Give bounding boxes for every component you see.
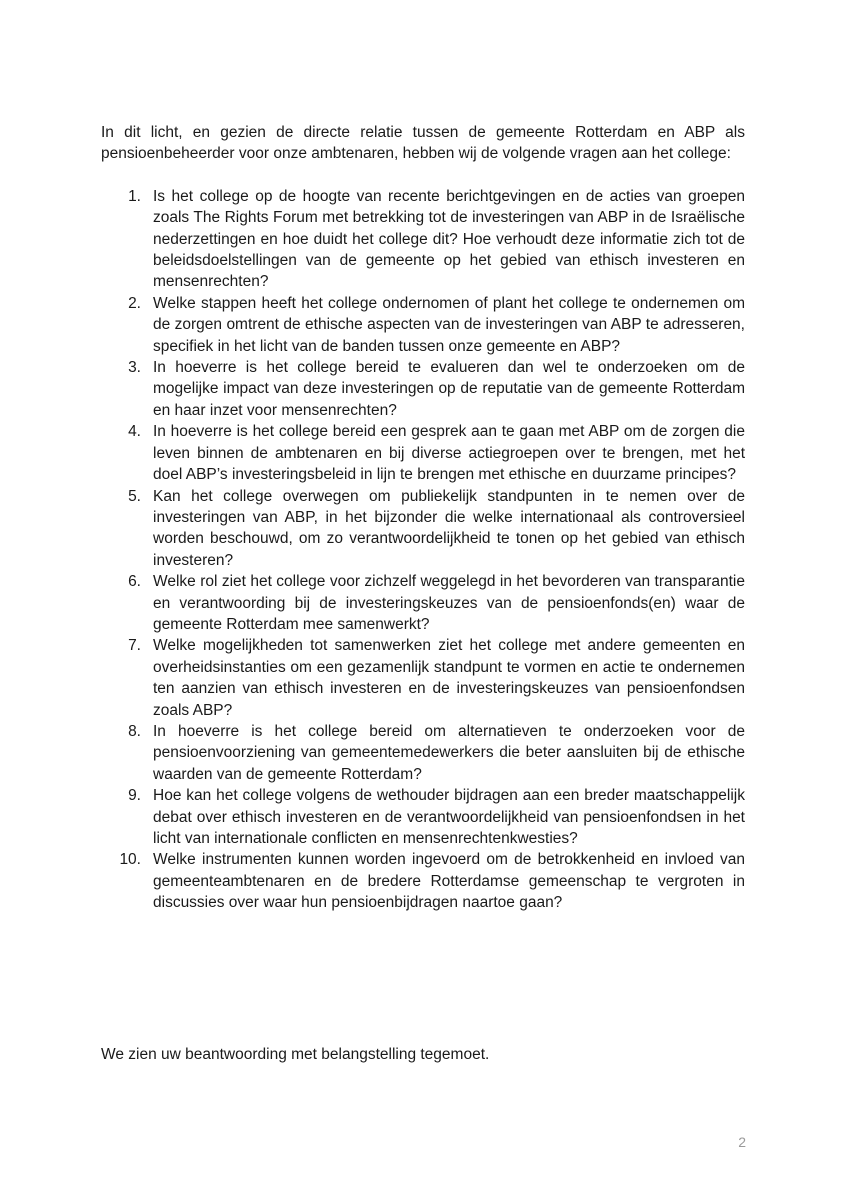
item-number: 8. [128,722,141,740]
item-text: In hoeverre is het college bereid te evalueren dan wel te onderzoeken om de mogelijke impact van deze investeringen op de reputatie van de gemeente Rotterdam en haar inzet voor mensenrechten? [153,359,745,419]
list-item [101,486,745,572]
list-item [101,721,745,785]
item-number: 2. [128,294,141,312]
list-item [101,849,745,913]
item-number: 7. [128,637,141,655]
item-text: Welke stappen heeft het college ondernomen of plant het college te ondernemen om de zorgen omtrent de ethische aspecten van de investeringen van ABP te adresseren, specifiek in het licht van de banden tussen onze gemeente en ABP? [153,294,745,355]
item-number: 3. [128,359,141,377]
closing-sentence: We zien uw beantwoording met belangstelling tegemoet. [101,1046,490,1063]
list-item [101,785,745,849]
document-body [101,122,745,914]
item-number: 1. [128,187,141,205]
item-text: Welke mogelijkheden tot samenwerken ziet het college met andere gemeenten en overheidsinstanties om een gezamenlijk standpunt te vormen en actie te ondernemen ten aanzien van ethisch investeren en de investeringskeuzes van pensioenfondsen zoals ABP? [153,637,745,719]
item-number: 6. [128,573,141,591]
item-number: 10. [119,851,141,869]
page-number: 2 [738,1134,746,1150]
list-item [101,186,745,293]
list-item [101,293,745,357]
list-item [101,357,745,421]
item-text: Welke rol ziet het college voor zichzelf weggelegd in het bevorderen van transparantie en verantwoording bij de investeringskeuzes van de pensioenfonds(en) waar de gemeente Rotterdam mee samenwerkt? [153,573,745,633]
item-text: Kan het college overwegen om publiekelijk standpunten in te nemen over de investeringen van ABP, in het bijzonder die welke internationaal als controversieel worden beschouwd, om zo verantwoordelijkheid te tonen op het gebied van ethisch investeren? [153,487,745,569]
question-list [101,186,745,914]
list-item [101,635,745,721]
item-number: 4. [128,423,141,441]
item-text: Welke instrumenten kunnen worden ingevoerd om de betrokkenheid en invloed van gemeenteambtenaren en de bredere Rotterdamse gemeenschap te vergroten in discussies over waar hun pensioenbijdragen naartoe gaan? [153,851,745,912]
item-text: In hoeverre is het college bereid een gesprek aan te gaan met ABP om de zorgen die leven binnen de ambtenaren en bij diverse actiegroepen over te brengen, met het doel ABP’s investeringsbeleid in lijn te brengen met ethische en duurzame principes? [153,423,745,484]
item-text: Hoe kan het college volgens de wethouder bijdragen aan een breder maatschappelijk debat over ethisch investeren en de verantwoordelijkheid van pensioenfondsen in het licht van internationale conflicten en mensenrechtenkwesties? [153,787,745,847]
item-number: 9. [128,787,141,805]
intro-paragraph: In dit licht, en gezien de directe relatie tussen de gemeente Rotterdam en ABP als pensioenbeheerder voor onze ambtenaren, hebben wij de volgende vragen aan het college: [101,124,745,163]
list-item [101,571,745,635]
item-text: Is het college op de hoogte van recente berichtgevingen en de acties van groepen zoals The Rights Forum met betrekking tot de investeringen van ABP in de Israëlische nederzettingen en hoe duidt het college dit? Hoe verhoudt deze informatie zich tot de beleidsdoelstellingen van de gemeente op het gebied van ethisch investeren en mensenrechten? [153,187,745,291]
item-number: 5. [128,487,141,505]
list-item [101,421,745,485]
item-text: In hoeverre is het college bereid om alternatieven te onderzoeken voor de pensioenvoorziening van gemeentemedewerkers die beter aansluiten bij de ethische waarden van de gemeente Rotterdam? [153,722,745,783]
